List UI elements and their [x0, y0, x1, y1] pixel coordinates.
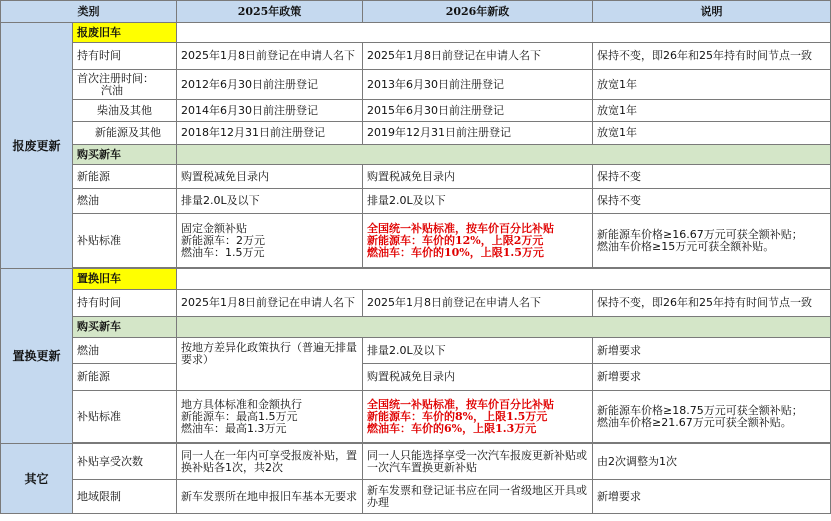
- subsidy-line-highlight: 全国统一补贴标准，按车价百分比补贴: [367, 397, 554, 411]
- cell-note: 新增要求: [593, 338, 831, 364]
- row-label: 新能源: [73, 165, 177, 189]
- table-row: [1, 290, 831, 317]
- table-row: [1, 100, 831, 122]
- empty-cell: [177, 317, 831, 338]
- row-label: 地域限制: [73, 480, 177, 514]
- table-row: [1, 480, 831, 514]
- header-2025: 2025年政策: [177, 1, 363, 23]
- subsidy-line-highlight: 燃油车：车价的6%，上限1.3万元: [367, 421, 537, 435]
- cell-note: 保持不变: [593, 165, 831, 189]
- row-label: 燃油: [73, 189, 177, 214]
- note-line: 燃油车价格≥15万元可获全额补贴。: [597, 239, 775, 253]
- section-scrap-old: 报废旧车: [73, 23, 177, 43]
- row-label: [73, 70, 177, 100]
- subsidy-line: 新能源车：2万元: [181, 233, 265, 247]
- row-label: 补贴标准: [73, 391, 177, 443]
- table-row: [1, 444, 831, 480]
- cell-2025: 按地方差异化政策执行（普遍无排量要求）: [177, 338, 363, 391]
- table-row: [1, 43, 831, 70]
- cell-note: 放宽1年: [593, 100, 831, 122]
- table-row: [1, 364, 831, 391]
- note-line: 新能源车价格≥18.75万元可获全额补贴；: [597, 403, 803, 417]
- subsidy-line: 地方具体标准和金额执行: [181, 397, 302, 411]
- table-row: [1, 269, 831, 290]
- table-row: [1, 338, 831, 364]
- cell-2026: [363, 214, 593, 268]
- row-label: 持有时间: [73, 290, 177, 317]
- cell-2026: 购置税减免目录内: [363, 165, 593, 189]
- cell-2026: 2015年6月30日前注册登记: [363, 100, 593, 122]
- cell-2026: 购置税减免目录内: [363, 364, 593, 391]
- cell-2025: 2025年1月8日前登记在申请人名下: [177, 290, 363, 317]
- category-other: 其它: [1, 444, 73, 514]
- cell-2026: 新车发票和登记证书应在同一省级地区开具或办理: [363, 480, 593, 514]
- cell-2025: 2025年1月8日前登记在申请人名下: [177, 43, 363, 70]
- header-note: 说明: [593, 1, 831, 23]
- category-scrap: 报废更新: [1, 23, 73, 269]
- table-row: [1, 391, 831, 443]
- cell-2025: [177, 391, 363, 443]
- cell-2026: 2019年12月31日前注册登记: [363, 122, 593, 145]
- empty-cell: [177, 269, 831, 290]
- reg-label-line1: 首次注册时间：: [77, 71, 154, 85]
- header-2026: 2026年新政: [363, 1, 593, 23]
- row-label: 补贴标准: [73, 214, 177, 268]
- subsidy-line: 燃油车：1.5万元: [181, 245, 265, 259]
- cell-2025: 2012年6月30日前注册登记: [177, 70, 363, 100]
- table-row: [1, 214, 831, 268]
- cell-note: 保持不变，即26年和25年持有时间节点一致: [593, 290, 831, 317]
- cell-2025: 排量2.0L及以下: [177, 189, 363, 214]
- cell-2026: 同一人只能选择享受一次汽车报废更新补贴或一次汽车置换更新补贴: [363, 444, 593, 480]
- cell-2025: 2018年12月31日前注册登记: [177, 122, 363, 145]
- cell-2026: 排量2.0L及以下: [363, 338, 593, 364]
- cell-2026: 2025年1月8日前登记在申请人名下: [363, 43, 593, 70]
- cell-2025: [177, 214, 363, 268]
- cell-2026: 排量2.0L及以下: [363, 189, 593, 214]
- note-line: 新能源车价格≥16.67万元可获全额补贴；: [597, 227, 803, 241]
- row-label: 燃油: [73, 338, 177, 364]
- cell-2026: 2025年1月8日前登记在申请人名下: [363, 290, 593, 317]
- section-replace-old: 置换旧车: [73, 269, 177, 290]
- cell-note: [593, 214, 831, 268]
- empty-cell: [177, 145, 831, 165]
- table-row: [1, 189, 831, 214]
- table-row: [1, 165, 831, 189]
- row-label: 柴油及其他: [73, 100, 177, 122]
- cell-2025: 同一人在一年内可享受报废补贴，置换补贴各1次，共2次: [177, 444, 363, 480]
- cell-note: 新增要求: [593, 480, 831, 514]
- cell-note: 放宽1年: [593, 70, 831, 100]
- subsidy-line: 固定金额补贴: [181, 221, 247, 235]
- table-row: [1, 145, 831, 165]
- cell-note: 新增要求: [593, 364, 831, 391]
- cell-2025: 购置税减免目录内: [177, 165, 363, 189]
- cell-note: 放宽1年: [593, 122, 831, 145]
- section-replace-new: 购买新车: [73, 317, 177, 338]
- subsidy-line-highlight: 新能源车：车价的12%，上限2万元: [367, 233, 544, 247]
- cell-note: 保持不变: [593, 189, 831, 214]
- row-label: 新能源: [73, 364, 177, 391]
- table-row: [1, 23, 831, 43]
- cell-note: 保持不变，即26年和25年持有时间节点一致: [593, 43, 831, 70]
- subsidy-line: 新能源车：最高1.5万元: [181, 409, 298, 423]
- cell-note: [593, 391, 831, 443]
- cell-2025: 新车发票所在地申报旧车基本无要求: [177, 480, 363, 514]
- table-row: [1, 122, 831, 145]
- row-label: 补贴享受次数: [73, 444, 177, 480]
- table-row: [1, 70, 831, 100]
- subsidy-line-highlight: 燃油车：车价的10%，上限1.5万元: [367, 245, 544, 259]
- header-row: [1, 1, 831, 23]
- empty-cell: [177, 23, 831, 43]
- cell-2026: 2013年6月30日前注册登记: [363, 70, 593, 100]
- category-replace: 置换更新: [1, 269, 73, 444]
- cell-2026: [363, 391, 593, 443]
- subsidy-line-highlight: 全国统一补贴标准，按车价百分比补贴: [367, 221, 554, 235]
- row-label: 持有时间: [73, 43, 177, 70]
- cell-note: 由2次调整为1次: [593, 444, 831, 480]
- header-category: 类别: [1, 1, 177, 23]
- subsidy-line: 燃油车：最高1.3万元: [181, 421, 287, 435]
- table-row: [1, 317, 831, 338]
- note-line: 燃油车价格≥21.67万元可获全额补贴。: [597, 415, 792, 429]
- row-label: 新能源及其他: [73, 122, 177, 145]
- reg-label-line2: 汽油: [101, 83, 123, 97]
- section-scrap-new: 购买新车: [73, 145, 177, 165]
- cell-2025: 2014年6月30日前注册登记: [177, 100, 363, 122]
- subsidy-line-highlight: 新能源车：车价的8%，上限1.5万元: [367, 409, 548, 423]
